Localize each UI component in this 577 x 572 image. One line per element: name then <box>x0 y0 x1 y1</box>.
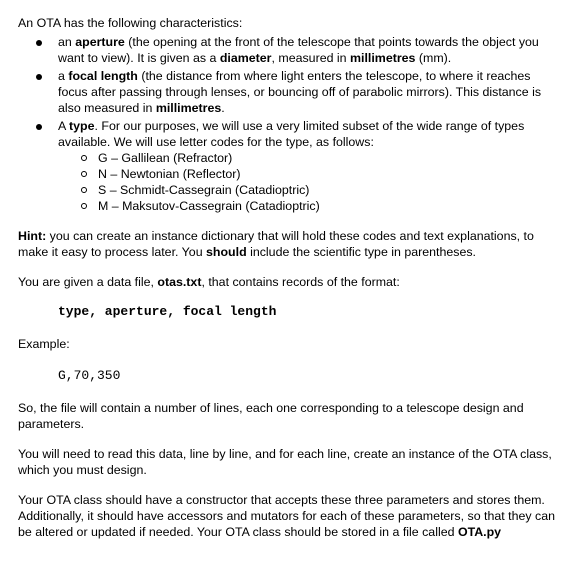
intro-text: An OTA has the following characteristics: <box>18 16 243 30</box>
hint-label: Hint: <box>18 229 47 243</box>
data-file-paragraph: You are given a data file, otas.txt, that contains records of the format: <box>18 275 400 289</box>
bullet-icon <box>36 40 42 46</box>
list-item-aperture: an aperture (the opening at the front of the telescope that points towards the object you want to view). It is given as a diameter, measured in millimetres (mm). <box>18 34 563 66</box>
term-diameter: diameter <box>219 51 272 65</box>
filename-ota-py: OTA.py <box>457 525 502 539</box>
term-should: should <box>206 245 247 259</box>
term-millimetres: millimetres <box>350 51 416 65</box>
term-millimetres: millimetres <box>155 101 222 115</box>
circle-bullet-icon <box>81 171 87 177</box>
record-format: type, aperture, focal length <box>58 304 277 319</box>
circle-bullet-icon <box>81 203 87 209</box>
type-codes-list <box>58 150 563 214</box>
circle-bullet-icon <box>81 155 87 161</box>
bullet-icon <box>36 74 42 80</box>
example-label: Example: <box>18 337 70 351</box>
term-type: type <box>69 119 95 133</box>
code-item-s: S – Schmidt-Cassegrain (Catadioptric) <box>58 182 563 198</box>
circle-bullet-icon <box>81 187 87 193</box>
code-item-g: G – Gallilean (Refractor) <box>58 150 563 166</box>
document-body <box>18 15 563 540</box>
example-record: G,70,350 <box>58 368 121 383</box>
list-item-type: A type. For our purposes, we will use a very limited subset of the wide range of types available. We will use letter codes for the type, as follows: G – Gallilean (Refractor) N – Newtonian (Reflector) S – Schmidt-Cassegrain (Catadioptric) M – Maksutov-Cassegrain (Catadioptric) <box>18 118 563 214</box>
characteristics-list <box>18 34 563 214</box>
read-data-paragraph: You will need to read this data, line by line, and for each line, create an instance of the OTA class, which you must design. <box>18 447 552 477</box>
filename-otas: otas.txt <box>157 275 202 289</box>
list-item-focal-length: a focal length (the distance from where light enters the telescope, to where it reaches focus after passing through lenses, or bouncing off of parabolic mirrors). This distance is also measured in millimetres. <box>18 68 563 116</box>
ota-class-paragraph: Your OTA class should have a constructor that accepts these three parameters and stores them. Additionally, it should have accessors and mutators for each of these parameters, so that they can be altered or updated if needed. Your OTA class should be stored in a file called OTA.py <box>18 493 555 539</box>
file-lines-paragraph: So, the file will contain a number of lines, each one corresponding to a telescope design and parameters. <box>18 401 524 431</box>
term-aperture: aperture <box>75 35 125 49</box>
hint-paragraph: Hint: you can create an instance dictionary that will hold these codes and text explanations, to make it easy to process later. You should include the scientific type in parentheses. <box>18 229 534 259</box>
code-item-m: M – Maksutov-Cassegrain (Catadioptric) <box>58 198 563 214</box>
bullet-icon <box>36 124 42 130</box>
code-item-n: N – Newtonian (Reflector) <box>58 166 563 182</box>
term-focal-length: focal length <box>68 69 138 83</box>
